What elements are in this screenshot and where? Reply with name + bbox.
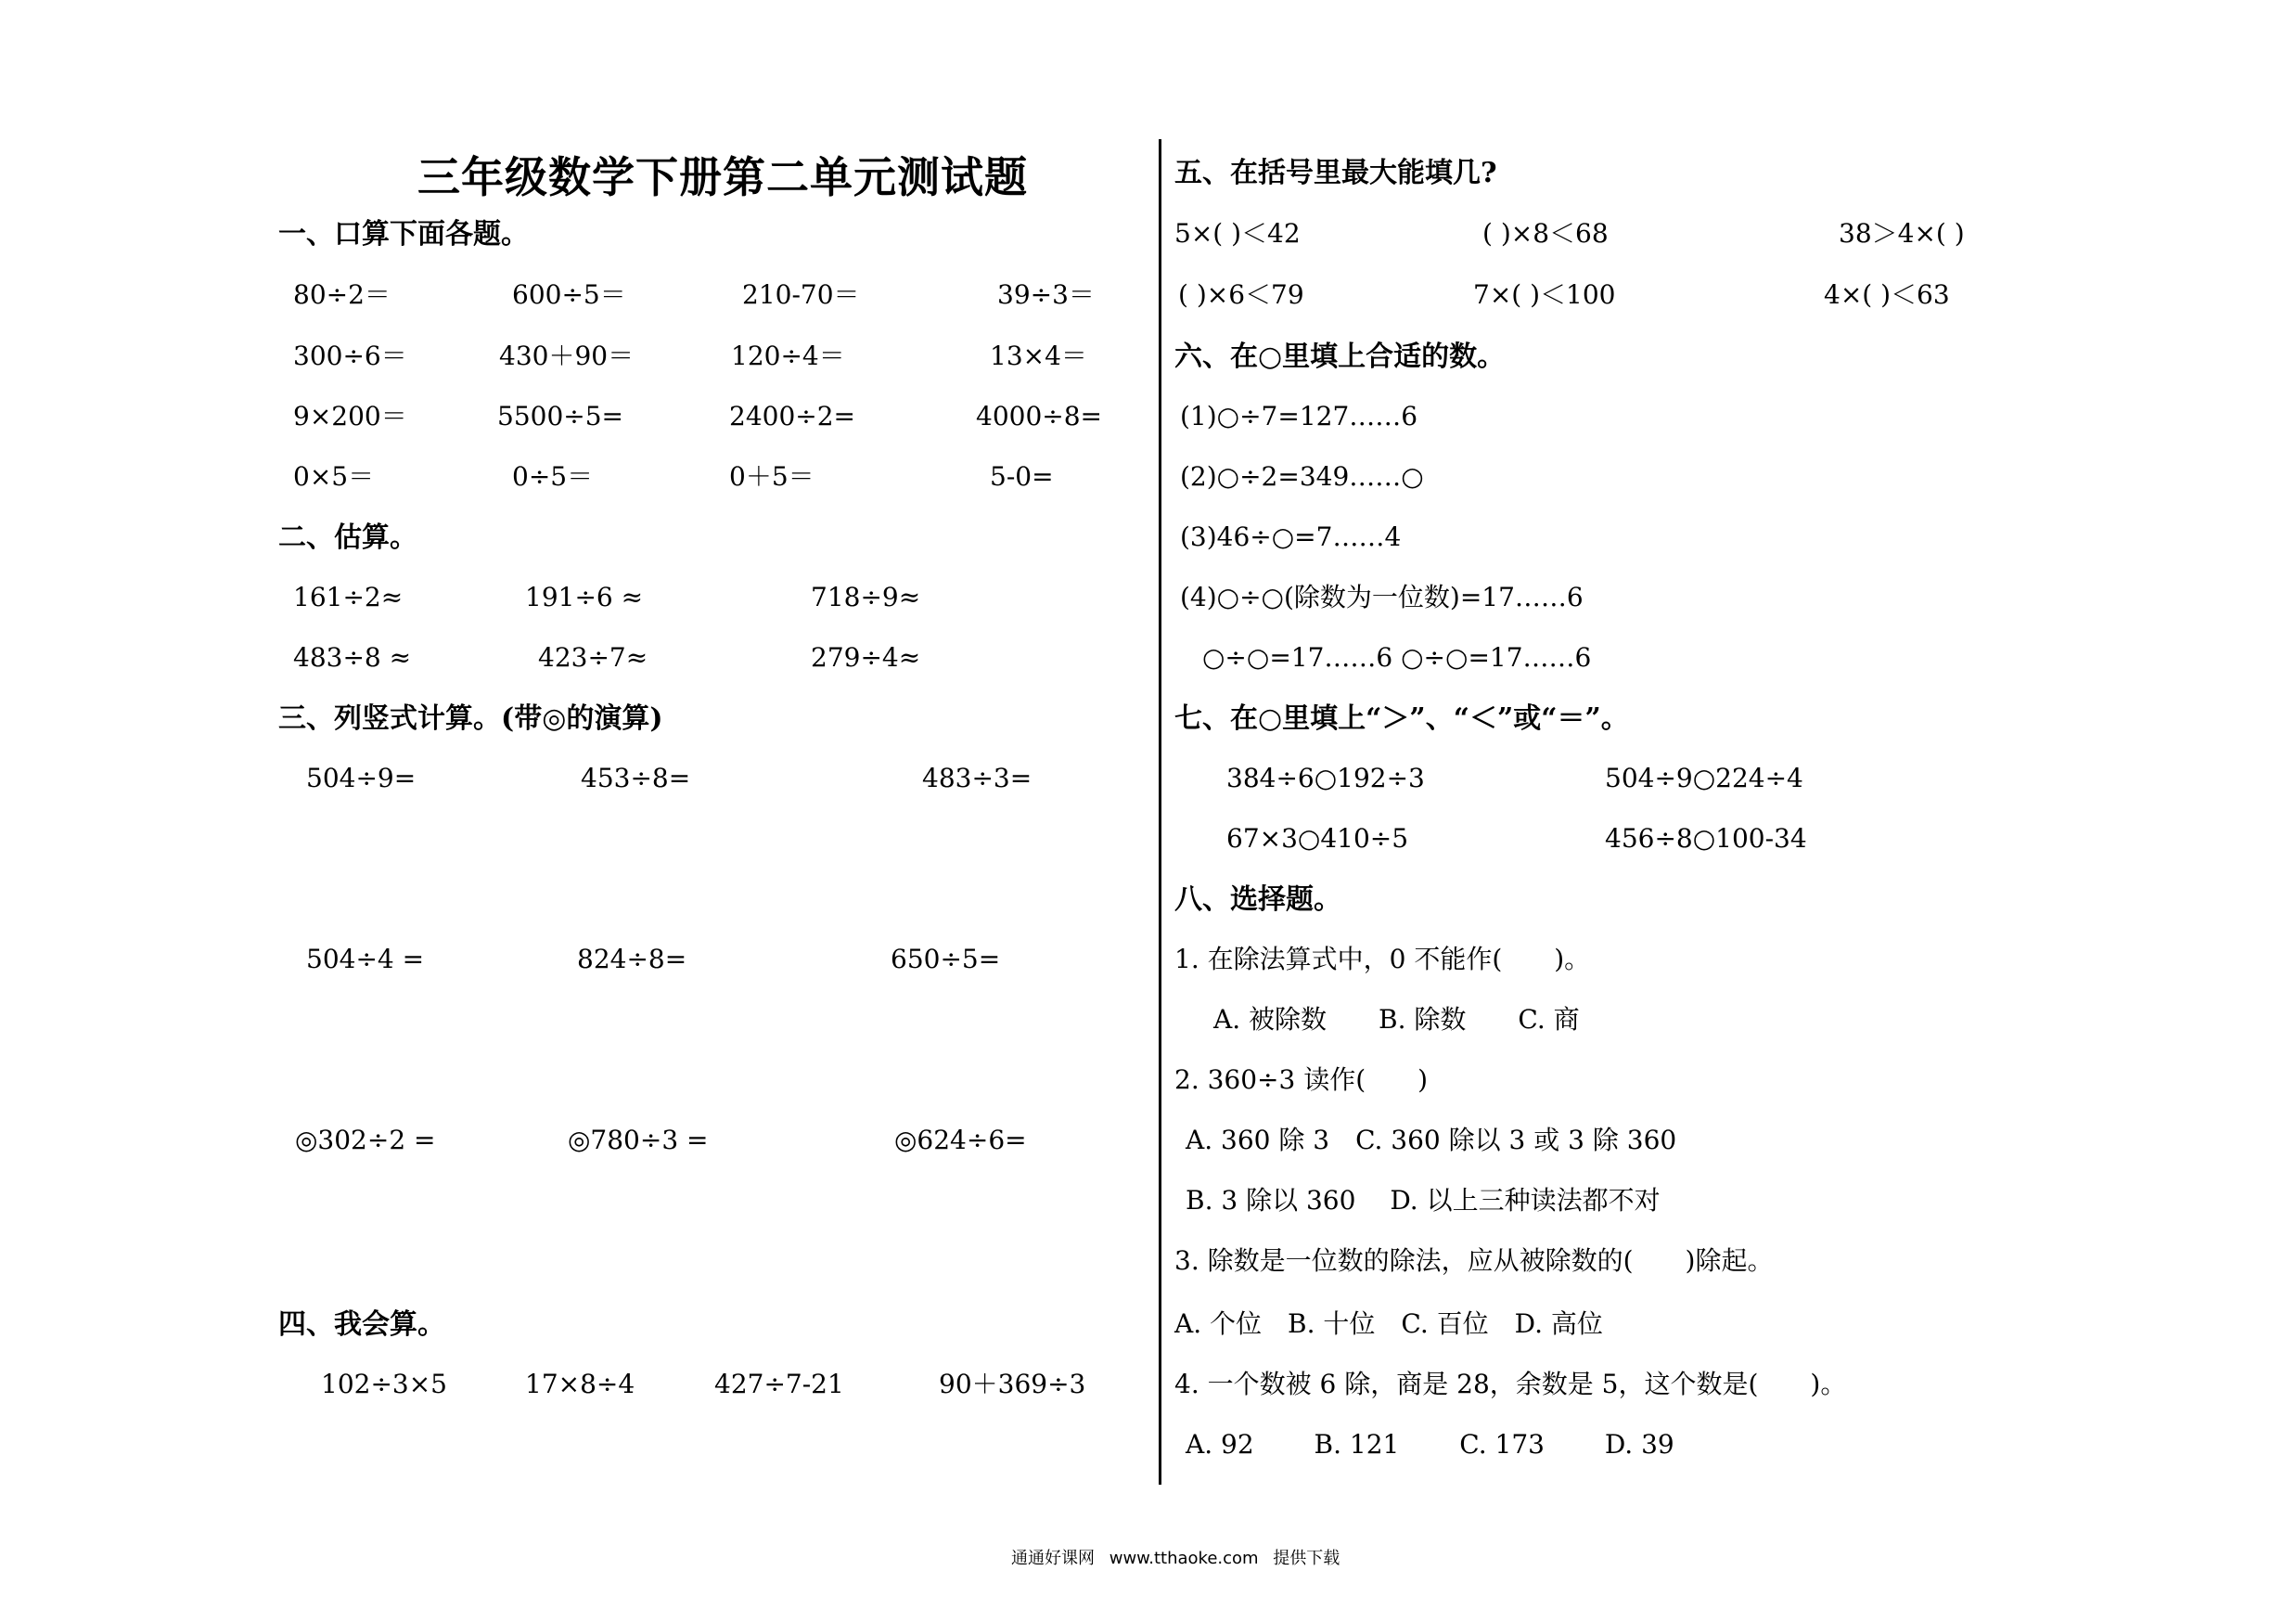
s2-item: 161÷2≈ (293, 582, 404, 612)
s8-line: 4. 一个数被 6 除，商是 28，余数是 5，这个数是( )。 (1174, 1369, 1847, 1399)
footer (1011, 1545, 1349, 1569)
s3-item: ◎624÷6= (894, 1125, 1027, 1155)
section-5-heading: 五、在括号里最大能填几? (1174, 157, 1497, 189)
s1-item: 300÷6＝ (293, 341, 407, 371)
section-6-heading: 六、在○里填上合适的数。 (1174, 341, 1506, 373)
footer-site-name: 通通好课网 (1011, 1549, 1095, 1568)
s7-item: 67×3○410÷5 (1226, 823, 1409, 854)
s6-item: (1)○÷7=127……6 (1180, 401, 1418, 431)
s8-line: 3. 除数是一位数的除法，应从被除数的( )除起。 (1174, 1245, 1774, 1276)
s5-item: 7×( )＜100 (1473, 279, 1616, 310)
section-4-heading: 四、我会算。 (278, 1308, 445, 1341)
s6-item: (4)○÷○(除数为一位数)=17……6 (1180, 582, 1584, 612)
s1-item: 0×5＝ (293, 461, 375, 492)
s1-item: 0÷5＝ (512, 461, 594, 492)
s8-line: A. 92 B. 121 C. 173 D. 39 (1186, 1429, 1674, 1460)
s1-item: 4000÷8= (976, 401, 1102, 431)
s1-item: 13×4＝ (990, 341, 1087, 371)
s2-item: 279÷4≈ (811, 642, 921, 673)
s3-item: 453÷8= (581, 763, 691, 793)
s5-item: 5×( )＜42 (1174, 218, 1301, 249)
s1-item: 5500÷5= (497, 401, 623, 431)
s6-item: (2)○÷2=349……○ (1180, 461, 1424, 492)
section-3-heading: 三、列竖式计算。(带◎的演算) (278, 702, 663, 735)
s8-line: A. 个位 B. 十位 C. 百位 D. 高位 (1174, 1308, 1603, 1339)
s8-line: 1. 在除法算式中，0 不能作( )。 (1174, 944, 1591, 974)
s1-item: 120÷4＝ (731, 341, 845, 371)
footer-url[interactable]: www.tthaoke.com (1109, 1549, 1259, 1568)
page-title: 三年级数学下册第二单元测试题 (417, 152, 1028, 202)
s3-item: ◎302÷2 = (295, 1125, 436, 1155)
s8-line: A. 被除数 B. 除数 C. 商 (1213, 1004, 1580, 1035)
s3-item: 504÷9= (306, 763, 417, 793)
s2-item: 423÷7≈ (538, 642, 648, 673)
s1-item: 0＋5＝ (729, 461, 815, 492)
s2-item: 483÷8 ≈ (293, 642, 412, 673)
section-2-heading: 二、估算。 (278, 521, 417, 554)
s3-item: ◎780÷3 = (568, 1125, 709, 1155)
s4-item: 17×8÷4 (525, 1369, 635, 1399)
s4-item: 427÷7-21 (714, 1369, 844, 1399)
s8-line: 2. 360÷3 读作( ) (1174, 1064, 1429, 1095)
s3-item: 650÷5= (891, 944, 1001, 974)
section-7-heading: 七、在○里填上“＞”、“＜”或“＝”。 (1174, 702, 1629, 735)
s3-item: 483÷3= (922, 763, 1033, 793)
section-1-heading: 一、口算下面各题。 (278, 218, 529, 251)
s7-item: 384÷6○192÷3 (1226, 763, 1425, 793)
s1-item: 39÷3＝ (997, 279, 1095, 310)
s2-item: 718÷9≈ (811, 582, 921, 612)
s4-item: 102÷3×5 (321, 1369, 447, 1399)
s7-item: 456÷8○100-34 (1605, 823, 1807, 854)
s1-item: 210-70＝ (742, 279, 860, 310)
s8-line: A. 360 除 3 C. 360 除以 3 或 3 除 360 (1186, 1125, 1677, 1155)
s5-item: 4×( )＜63 (1824, 279, 1950, 310)
s5-item: 38＞4×( ) (1839, 218, 1965, 249)
column-divider (1159, 139, 1161, 1485)
s3-item: 504÷4 = (306, 944, 425, 974)
section-8-heading: 八、选择题。 (1174, 883, 1341, 916)
s7-item: 504÷9○224÷4 (1605, 763, 1803, 793)
s5-item: ( )×6＜79 (1178, 279, 1304, 310)
footer-note: 提供下载 (1273, 1549, 1340, 1568)
s5-item: ( )×8＜68 (1482, 218, 1609, 249)
s3-item: 824÷8= (577, 944, 687, 974)
s8-line: B. 3 除以 360 D. 以上三种读法都不对 (1186, 1185, 1661, 1216)
s1-item: 600÷5＝ (512, 279, 626, 310)
s1-item: 430＋90＝ (499, 341, 635, 371)
s4-item: 90＋369÷3 (939, 1369, 1086, 1399)
s6-item: ○÷○=17……6 ○÷○=17……6 (1202, 642, 1592, 673)
s2-item: 191÷6 ≈ (525, 582, 644, 612)
s6-item: (3)46÷○=7……4 (1180, 521, 1402, 552)
s1-item: 80÷2＝ (293, 279, 391, 310)
s1-item: 2400÷2= (729, 401, 855, 431)
s1-item: 5-0= (990, 461, 1054, 492)
s1-item: 9×200＝ (293, 401, 407, 431)
